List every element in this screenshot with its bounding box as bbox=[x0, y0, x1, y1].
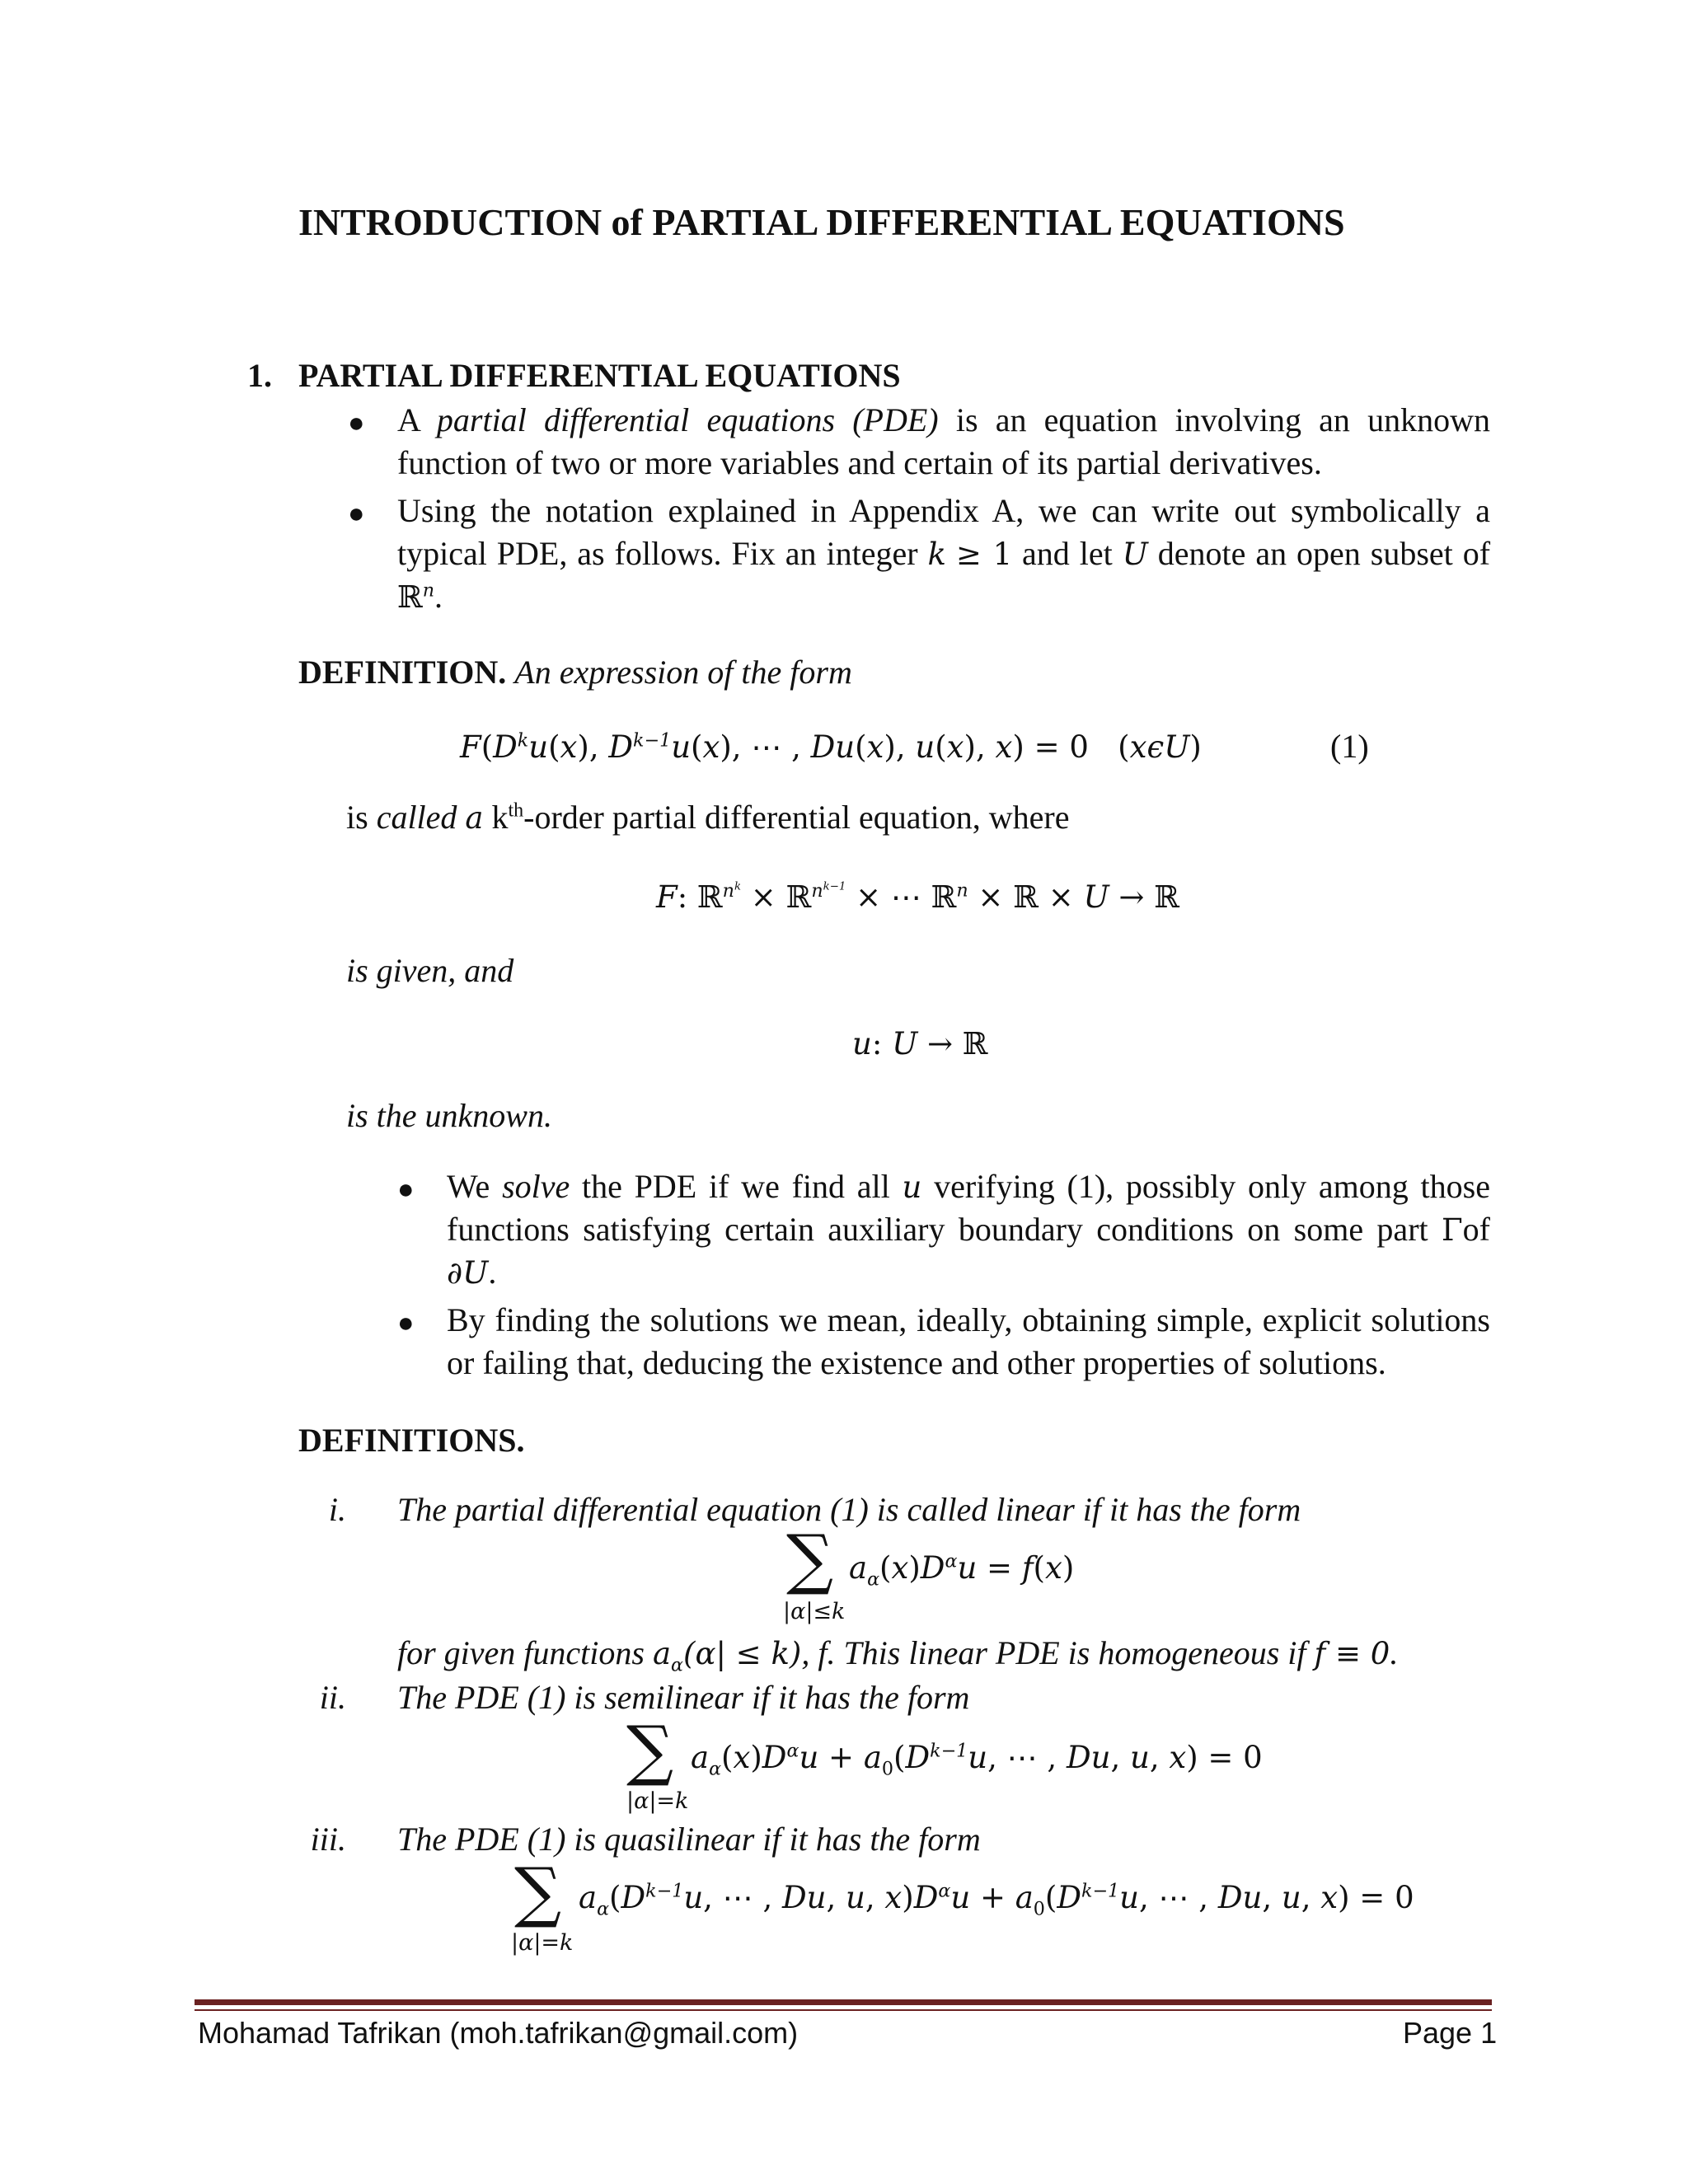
section-heading: PARTIAL DIFFERENTIAL EQUATIONS bbox=[298, 357, 901, 394]
solve-bullet-2: By finding the solutions we mean, ideally, obtaining simple, explicit solutions or failing that, deducing the existence and other properties of solutions. bbox=[447, 1301, 1490, 1381]
bullet-icon: ● bbox=[348, 499, 365, 529]
footer-page-number: Page 1 bbox=[1403, 2016, 1498, 2050]
is-unknown: is the unknown. bbox=[346, 1097, 552, 1134]
equation-1: $F(D^ku(x)$, $D^{k-1}u(x)$, ⋯ , Du(x), u(x), x) = 0 (xϵU) bbox=[460, 729, 1202, 765]
footer-author: Mohamad Tafrikan (moh.tafrikan@gmail.com) bbox=[198, 2016, 799, 2050]
definitions-heading: DEFINITIONS. bbox=[298, 1422, 525, 1459]
definition-heading: DEFINITION. An expression of the form bbox=[298, 654, 852, 691]
section-number: 1. bbox=[247, 357, 272, 394]
bullet-icon: ● bbox=[397, 1308, 415, 1338]
bullet-icon: ● bbox=[397, 1174, 415, 1205]
formula-semilinear: $a_\alpha(x)D^\alpha u + a_0(D^{k-1}u$, ⋯ , Du, u, x) = 0 bbox=[691, 1740, 1263, 1780]
definition-linear-text: The partial differential equation (1) is called linear if it has the form bbox=[397, 1491, 1301, 1528]
intro-bullet-1: A partial differential equations (PDE) is an equation involving an unknown function of two or more variables and certain of its partial derivatives. bbox=[397, 401, 1490, 481]
definition-semilinear-text: The PDE (1) is semilinear if it has the form bbox=[397, 1679, 970, 1716]
linear-after: for given functions $a_\alpha(\alpha| \le k)$, f. This linear PDE is homogeneous if f ≡ 0. bbox=[397, 1634, 1399, 1676]
sum-index: |α|≤k bbox=[783, 1599, 846, 1624]
formula-quasilinear: $a_\alpha(D^{k-1}u$, ⋯ , Du, u, $x)D^\alpha u + a_0(D^{k-1}u$, ⋯ , Du, u, x) = 0 bbox=[579, 1880, 1414, 1920]
sum-symbol: ∑ bbox=[514, 1854, 562, 1930]
intro-bullet-2: Using the notation explained in Appendix A, we can write out symbolically a typical PDE, as follows. Fix an integer k ≥ 1 and let U denote an open subset of ℝ$^n$. bbox=[397, 492, 1491, 615]
page-title: INTRODUCTION of PARTIAL DIFFERENTIAL EQUATIONS bbox=[298, 201, 1345, 243]
formula-linear: $a_\alpha(x)D^\alpha u = f(x)$ bbox=[849, 1550, 1075, 1591]
numeral-ii: ii. bbox=[319, 1679, 346, 1716]
bullet-icon: ● bbox=[348, 408, 365, 438]
called-line: is called a $k^{th}$-order partial differential equation, where bbox=[346, 799, 1070, 836]
footer-rule-thin bbox=[195, 2009, 1492, 2011]
sum-symbol: ∑ bbox=[786, 1521, 834, 1597]
definition-quasilinear-text: The PDE (1) is quasilinear if it has the form bbox=[397, 1821, 981, 1858]
numeral-i: i. bbox=[328, 1491, 346, 1528]
sum-index: |α|=k bbox=[626, 1788, 689, 1814]
map-F: F: ℝ$^{n^k}$ × ℝ$^{n^{k-1}}$ × ⋯ ℝ$^n$ × ℝ × U → ℝ bbox=[656, 879, 1179, 915]
numeral-iii: iii. bbox=[310, 1821, 346, 1858]
map-u: u: U → ℝ bbox=[852, 1026, 988, 1062]
sum-index: |α|=k bbox=[511, 1930, 574, 1956]
is-given: is given, and bbox=[346, 952, 514, 989]
equation-number: (1) bbox=[1330, 728, 1369, 765]
solve-bullet-1: We solve the PDE if we find all u verifying (1), possibly only among those functions satisfying certain auxiliary boundary conditions on some part Γof ∂U. bbox=[447, 1168, 1490, 1291]
sum-symbol: ∑ bbox=[626, 1712, 674, 1788]
footer-rule-thick bbox=[195, 1999, 1492, 2005]
